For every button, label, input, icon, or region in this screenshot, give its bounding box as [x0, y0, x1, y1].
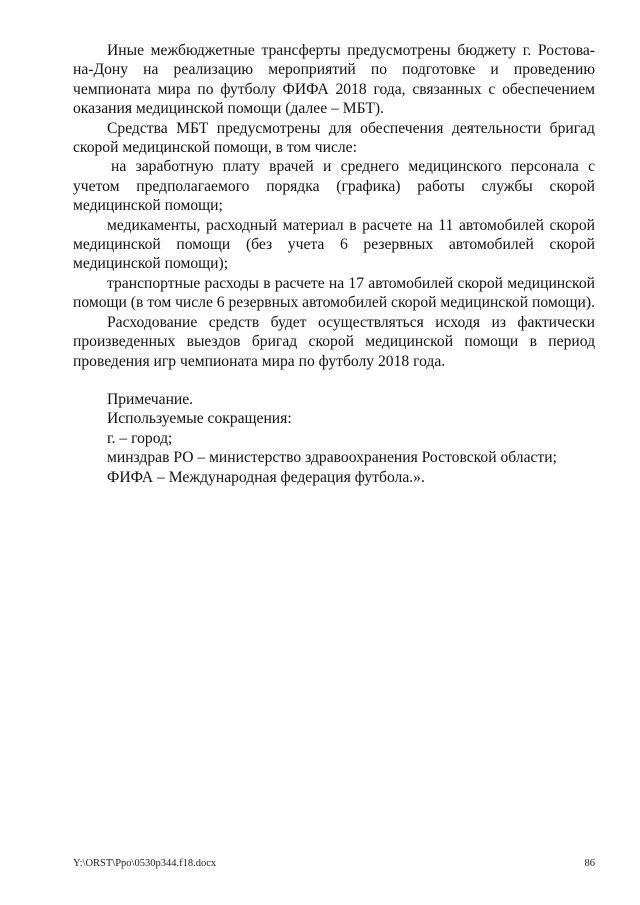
abbreviation-line: ФИФА – Международная федерация футбола.». [107, 468, 425, 486]
note-subtitle: Используемые сокращения: [107, 410, 292, 428]
paragraph-salary: на заработную плату врачей и среднего медицинского персонала с учетом предполагаемого порядка (графика) работы службы скорой медицинской помощи; [73, 158, 595, 215]
paragraph-mbt-intro: Иные межбюджетные трансферты предусмотрены бюджету г. Ростова-на-Дону на реализацию мероприятий по подготовке и проведению чемпионата мира по футболу ФИФА 2018 года, связанных с обеспечением оказания медицинской помощи (далее – МБТ). [73, 42, 595, 118]
paragraph-medicines: медикаменты, расходный материал в расчете на 11 автомобилей скорой медицинской помощи (без учета 6 резервных автомобилей скорой медицинской помощи); [73, 216, 595, 273]
abbreviation-line: минздрав РО – министерство здравоохранения Ростовской области; [107, 449, 557, 467]
spacer [73, 371, 595, 390]
note-section [73, 390, 595, 487]
page-footer [73, 858, 595, 870]
footer-page-number: 86 [584, 858, 595, 869]
footer-file-path: Y:\ORST\Ppo\0530p344.f18.docx [73, 858, 217, 869]
paragraph-transport: транспортные расходы в расчете на 17 автомобилей скорой медицинской помощи (в том числе 6 резервных автомобилей скорой медицинской помощи). [73, 274, 595, 312]
abbreviation-line: г. – город; [107, 429, 173, 447]
paragraph-mbt-purpose: Средства МБТ предусмотрены для обеспечения деятельности бригад скорой медицинской помощи, в том числе: [73, 119, 595, 157]
note-title: Примечание. [107, 390, 194, 408]
paragraph-spending: Расходование средств будет осуществляться исходя из фактически произведенных выездов бригад скорой медицинской помощи в период проведения игр чемпионата мира по футболу 2018 года. [73, 313, 595, 370]
document-body [73, 41, 595, 487]
